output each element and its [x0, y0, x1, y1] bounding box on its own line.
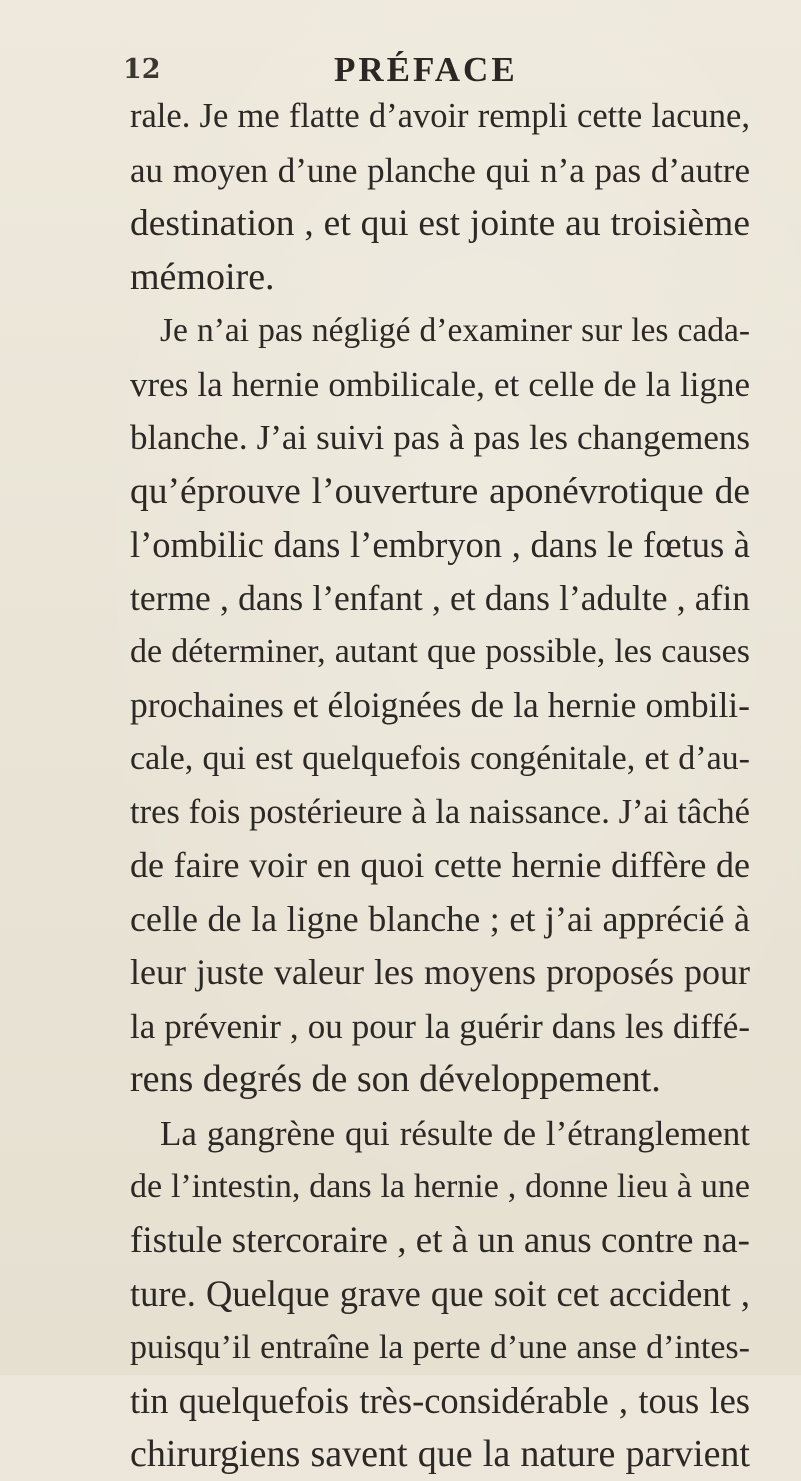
text-line: puisqu’il entraîne la perte d’une anse d’intes- — [130, 1321, 750, 1375]
text-line: de l’intestin, dans la hernie , donne lieu à une — [130, 1160, 750, 1214]
text-line: La gangrène qui résulte de l’étranglement — [130, 1107, 750, 1161]
text-line: tin quelquefois très-considérable , tous les — [130, 1374, 750, 1428]
running-head: PRÉFACE — [334, 50, 518, 90]
text-line: de faire voir en quoi cette hernie diffère de — [130, 839, 750, 893]
text-line: tres fois postérieure à la naissance. J’ai tâché — [130, 786, 750, 840]
text-line: de déterminer, autant que possible, les causes — [130, 625, 750, 679]
text-line: l’ombilic dans l’embryon , dans le fœtus à — [130, 518, 750, 572]
text-line: destination , et qui est jointe au troisième — [130, 197, 750, 251]
text-line: mémoire. — [130, 251, 750, 305]
text-line: blanche. J’ai suivi pas à pas les changemens — [130, 411, 750, 465]
text-line: au moyen d’une planche qui n’a pas d’autre — [130, 144, 750, 198]
text-line: la prévenir , ou pour la guérir dans les diffé- — [130, 1000, 750, 1054]
page-header — [0, 50, 801, 90]
text-line: celle de la ligne blanche ; et j’ai apprécié à — [130, 893, 750, 947]
text-line: vres la hernie ombilicale, et celle de la ligne — [130, 358, 750, 412]
text-line: terme , dans l’enfant , et dans l’adulte , afin — [130, 572, 750, 626]
text-line: prochaines et éloignées de la hernie ombili- — [130, 679, 750, 733]
text-line: leur juste valeur les moyens proposés pour — [130, 946, 750, 1000]
body-text — [130, 90, 750, 1481]
text-line: chirurgiens savent que la nature parvient — [130, 1428, 750, 1481]
text-line: qu’éprouve l’ouverture aponévrotique de — [130, 465, 750, 519]
text-line: Je n’ai pas négligé d’examiner sur les cada- — [130, 304, 750, 358]
text-line: cale, qui est quelquefois congénitale, et d’au- — [130, 732, 750, 786]
page-number: 12 — [123, 54, 161, 85]
text-line: rale. Je me flatte d’avoir rempli cette lacune, — [130, 90, 750, 144]
text-line: rens degrés de son développement. — [130, 1053, 750, 1107]
text-line: fistule stercoraire , et à un anus contre na- — [130, 1214, 750, 1268]
text-line: ture. Quelque grave que soit cet accident , — [130, 1267, 750, 1321]
